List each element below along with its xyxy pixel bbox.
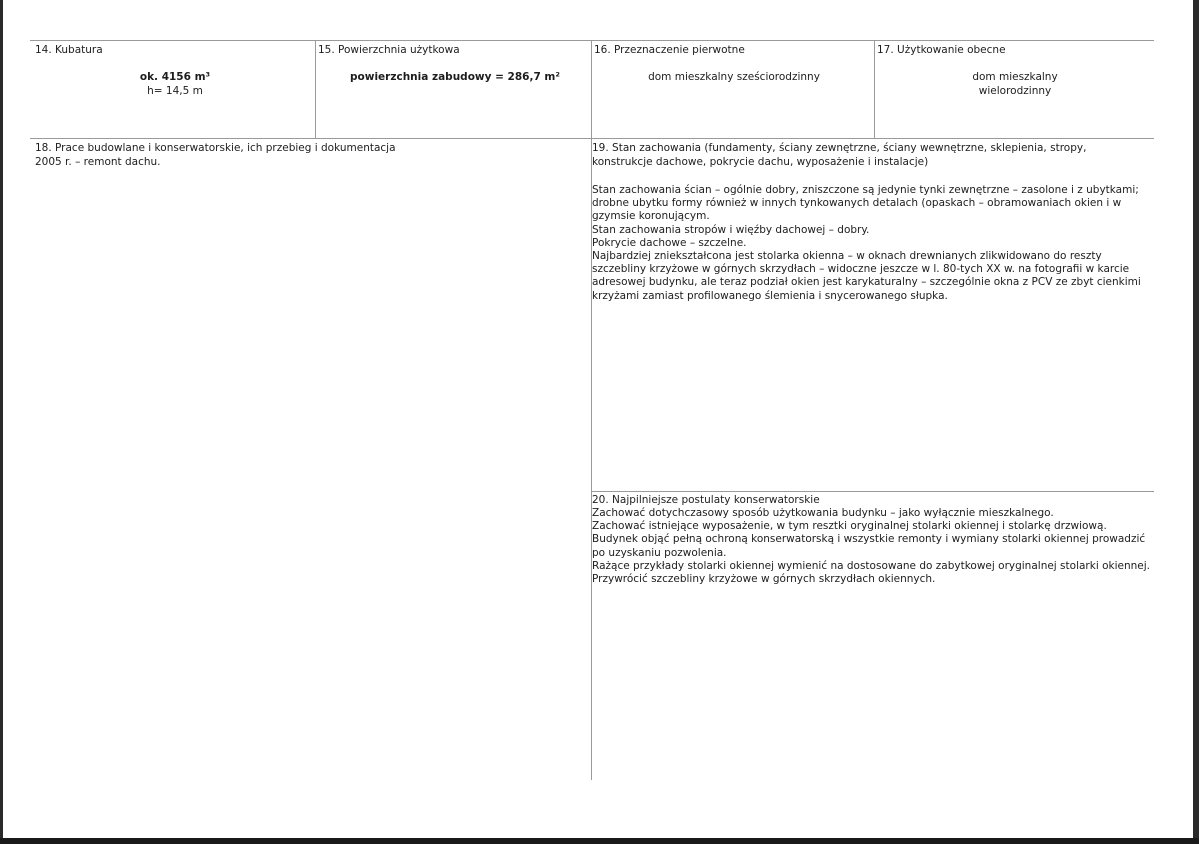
field-20-line: Zachować dotychczasowy sposób użytkowania budynku – jako wyłącznie mieszkalnego. [592, 507, 1054, 519]
row-divider [30, 138, 1154, 139]
field-18-label: 18. Prace budowlane i konserwatorskie, ich przebieg i dokumentacja [35, 142, 396, 154]
field-17-value-line2: wielorodzinny [978, 85, 1052, 97]
field-19-line: Pokrycie dachowe – szczelne. [592, 236, 747, 249]
field-15-label: 15. Powierzchnia użytkowa [318, 44, 460, 56]
field-19-line: adresowej budynku, ale teraz podział okien jest karykaturalny – szczególnie okna z PCV ze zbyt cienkimi [592, 276, 1141, 289]
field-19-line: drobne ubytku formy również w innych tynkowanych detalach (opaskach – obramowaniach okien i w [592, 197, 1122, 210]
field-14-height: h= 14,5 m [147, 85, 203, 97]
field-16-value: dom mieszkalny sześciorodzinny [648, 71, 820, 83]
field-15-value: powierzchnia zabudowy = 286,7 m² [350, 71, 560, 83]
scan-edge-right [1193, 0, 1199, 844]
field-19-line: krzyżami zamiast profilowanego ślemienia i snycerowanego słupka. [592, 289, 948, 302]
field-17-value-line1: dom mieszkalny [972, 71, 1058, 83]
field-20-line: Przywrócić szczebliny krzyżowe w górnych skrzydłach okiennych. [592, 573, 936, 586]
col-divider-3 [874, 40, 875, 138]
field-19-line: Stan zachowania stropów i więźby dachowej – dobry. [592, 223, 870, 236]
scan-edge-left [0, 0, 3, 844]
field-19-line: Stan zachowania ścian – ogólnie dobry, zniszczone są jedynie tynki zewnętrzne – zasolone i z ubytkami; [592, 184, 1139, 196]
field-20-line: Budynek objąć pełną ochroną konserwatorską i wszystkie remonty i wymiany stolarki okiennej prowadzić [592, 533, 1146, 546]
col-divider-1 [315, 40, 316, 138]
field-20-label: 20. Najpilniejsze postulaty konserwatorskie [592, 494, 820, 506]
field-20-text [592, 507, 1150, 586]
scan-edge-bottom [0, 838, 1199, 844]
field-16-label: 16. Przeznaczenie pierwotne [594, 44, 745, 56]
field-19-line: Najbardziej zniekształcona jest stolarka okienna – w oknach drewnianych zlikwidowano do reszty [592, 250, 1102, 263]
field-19-label-line1: 19. Stan zachowania (fundamenty, ściany zewnętrzne, ściany wewnętrzne, sklepienia, stropy, [592, 142, 1087, 154]
field-20-line: Zachować istniejące wyposażenie, w tym resztki oryginalnej stolarki okiennej i stolarkę drzwiową. [592, 520, 1107, 533]
top-rule [30, 40, 1154, 41]
field-20-line: Rażące przykłady stolarki okiennej wymienić na dostosowane do zabytkowej oryginalnej stolarki okiennej. [592, 559, 1150, 572]
field-14-label: 14. Kubatura [35, 44, 103, 56]
field-14-volume: ok. 4156 m³ [139, 71, 211, 83]
field-18-value: 2005 r. – remont dachu. [35, 156, 161, 168]
field-19-line: gzymsie koronującym. [592, 210, 710, 223]
field-19-text [592, 184, 1141, 303]
section-20-rule [591, 491, 1154, 492]
field-19-label-line2: konstrukcje dachowe, pokrycie dachu, wyposażenie i instalacje) [592, 156, 929, 168]
field-19-line: szczebliny krzyżowe w górnych skrzydłach – widoczne jeszcze w l. 80-tych XX w. na fotografii w karcie [592, 263, 1130, 276]
field-20-line: po uzyskaniu pozwolenia. [592, 546, 727, 559]
field-17-label: 17. Użytkowanie obecne [877, 44, 1006, 56]
